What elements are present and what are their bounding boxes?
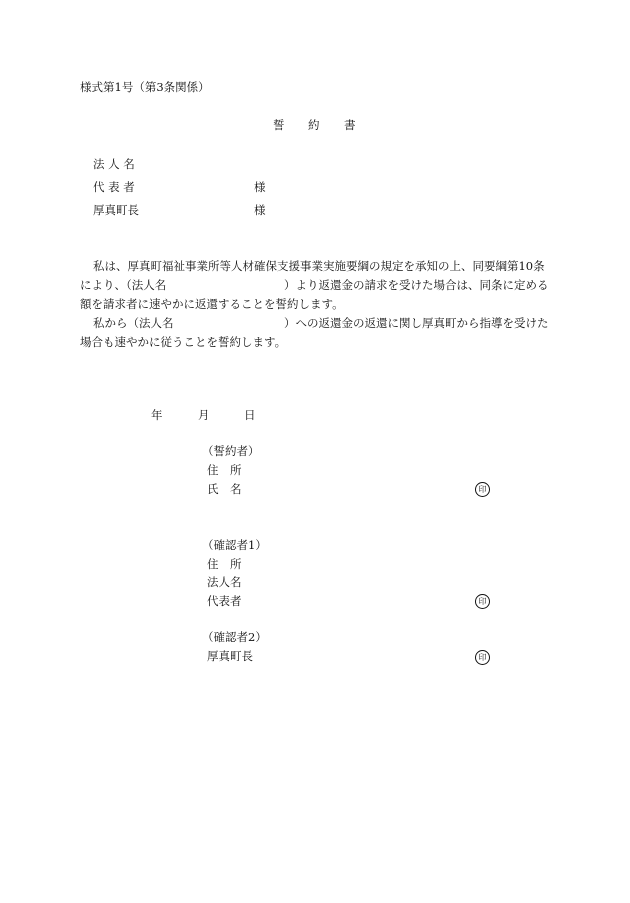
body-text: 額を請求者に速やかに返還することを誓約します。 (80, 297, 344, 311)
title-char: 約 (308, 118, 320, 132)
body-text: により、（法人名 (80, 278, 167, 292)
address-label: 住 所 (207, 463, 242, 477)
body-text: 私は、厚真町福祉事業所等人材確保支援事業実施要綱の規定を承知の上、同要綱第10条 (93, 259, 545, 273)
address-label: 住 所 (207, 557, 242, 571)
body-text: 私から（法人名 (93, 316, 174, 330)
form-number: 様式第1号（第3条関係） (80, 80, 210, 94)
date-day: 日 (244, 408, 256, 422)
representative-label: 代表者 (207, 594, 242, 608)
seal-mark: 印 (475, 594, 490, 609)
title-char: 誓 (273, 118, 285, 132)
confirmer2-heading: （確認者2） (202, 630, 267, 644)
title-char: 書 (344, 118, 356, 132)
body-text: 場合も速やかに従うことを誓約します。 (80, 335, 287, 349)
representative-label: 代 表 者 (93, 180, 135, 194)
body-text: ）への返還金の返還に関し厚真町から指導を受けた (284, 316, 549, 330)
honorific: 様 (254, 203, 266, 217)
mayor-label: 厚真町長 (93, 203, 139, 217)
date-month: 月 (198, 408, 210, 422)
honorific: 様 (254, 180, 266, 194)
corp-name-label: 法 人 名 (93, 157, 135, 171)
confirmer1-heading: （確認者1） (202, 538, 267, 552)
seal-mark: 印 (475, 482, 490, 497)
corp-name-label: 法人名 (207, 575, 242, 589)
name-label: 氏 名 (207, 482, 242, 496)
pledger-heading: （誓約者） (202, 444, 260, 458)
seal-mark: 印 (475, 650, 490, 665)
body-text: ）より返還金の請求を受けた場合は、同条に定める (284, 278, 549, 292)
mayor-label: 厚真町長 (207, 649, 253, 663)
date-year: 年 (151, 408, 163, 422)
